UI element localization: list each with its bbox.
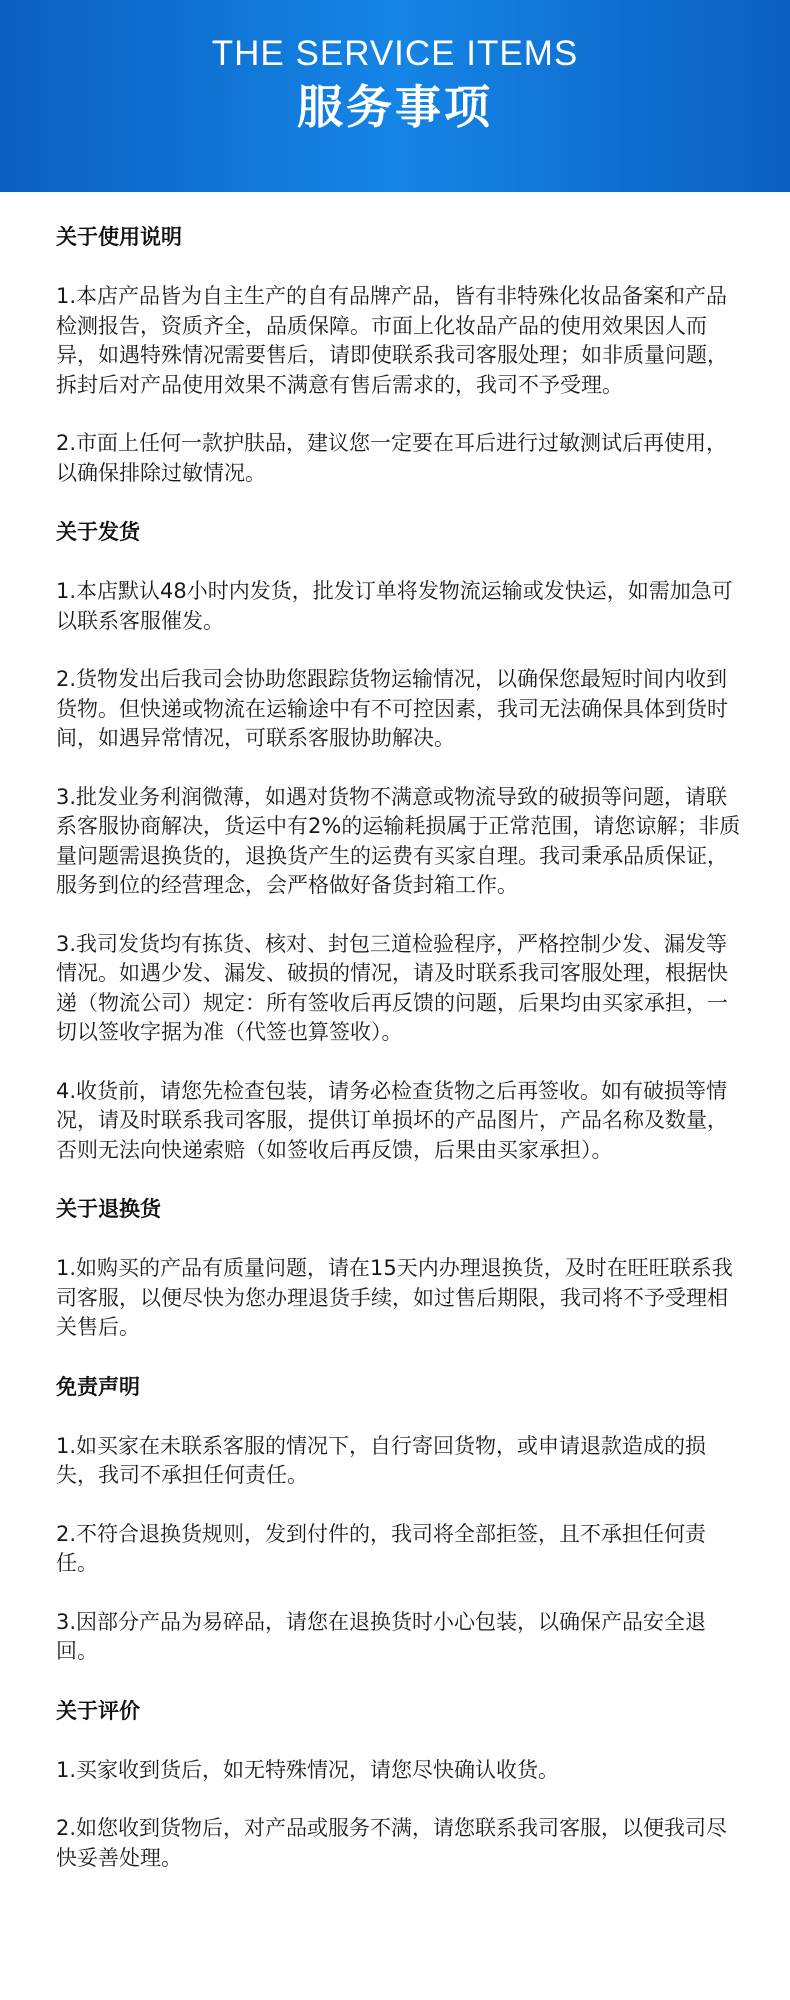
section-heading: 免责声明 bbox=[56, 1374, 140, 1399]
paragraph: 3.我司发货均有拣货、核对、封包三道检验程序，严格控制少发、漏发等情况。如遇少发、漏发、破损的情况，请及时联系我司客服处理，根据快递（物流公司）规定：所有签收后再反馈的问题，后果均由买家承担，一切以签收字据为准（代签也算签收）。 bbox=[56, 931, 728, 1044]
header-banner bbox=[0, 0, 790, 192]
paragraph: 2.如您收到货物后，对产品或服务不满，请您联系我司客服，以便我司尽快妥善处理。 bbox=[56, 1816, 728, 1870]
paragraph: 3.因部分产品为易碎品，请您在退换货时小心包装，以确保产品安全退回。 bbox=[56, 1609, 707, 1663]
section-heading: 关于使用说明 bbox=[56, 225, 182, 249]
paragraph: 1.买家收到货后，如无特殊情况，请您尽快确认收货。 bbox=[56, 1757, 560, 1782]
paragraph: 3.批发业务利润微薄，如遇对货物不满意或物流导致的破损等问题，请联系客服协商解决，货运中有2%的运输耗损属于正常范围，请您谅解；非质量问题需退换货的，退换货产生的运费有买家自理。我司秉承品质保证，服务到位的经营理念，会严格做好备货封箱工作。 bbox=[56, 784, 741, 897]
paragraph: 1.本店默认48小时内发货，批发订单将发物流运输或发快运，如需加急可以联系客服催发。 bbox=[56, 579, 733, 633]
section-heading: 关于发货 bbox=[56, 520, 140, 544]
section-heading: 关于评价 bbox=[56, 1698, 140, 1723]
paragraph: 1.本店产品皆为自主生产的自有品牌产品，皆有非特殊化妆品备案和产品检测报告，资质齐全，品质保障。市面上化妆品产品的使用效果因人而异，如遇特殊情况需要售后，请即使联系我司客服处理；如非质量问题，拆封后对产品使用效果不满意有售后需求的，我司不予受理。 bbox=[56, 284, 728, 397]
section-usage bbox=[56, 222, 746, 488]
section-returns bbox=[56, 1194, 746, 1343]
section-shipping bbox=[56, 517, 746, 1165]
paragraph: 1.如买家在未联系客服的情况下，自行寄回货物，或申请退款造成的损失，我司不承担任何责任。 bbox=[56, 1433, 707, 1487]
paragraph: 2.货物发出后我司会协助您跟踪货物运输情况，以确保您最短时间内收到货物。但快递或物流在运输途中有不可控因素，我司无法确保具体到货时间，如遇异常情况，可联系客服协助解决。 bbox=[56, 667, 728, 750]
section-reviews bbox=[56, 1696, 746, 1874]
header-title-en: THE SERVICE ITEMS bbox=[211, 34, 579, 73]
paragraph: 4.收货前，请您先检查包装，请务必检查货物之后再签收。如有破损等情况，请及时联系我司客服，提供订单损坏的产品图片，产品名称及数量，否则无法向快递索赔（如签收后再反馈，后果由买家承担）。 bbox=[56, 1078, 728, 1162]
section-heading: 关于退换货 bbox=[56, 1197, 161, 1221]
header-title-cn: 服务事项 bbox=[297, 80, 493, 134]
paragraph: 1.如购买的产品有质量问题，请在15天内办理退换货，及时在旺旺联系我司客服，以便尽快为您办理退货手续，如过售后期限，我司将不予受理相关售后。 bbox=[56, 1256, 733, 1339]
paragraph: 2.市面上任何一款护肤品，建议您一定要在耳后进行过敏测试后再使用，以确保排除过敏情况。 bbox=[56, 431, 728, 485]
paragraph: 2.不符合退换货规则，发到付件的，我司将全部拒签，且不承担任何责任。 bbox=[56, 1521, 707, 1575]
section-disclaimer bbox=[56, 1372, 746, 1667]
service-content bbox=[0, 192, 790, 1873]
